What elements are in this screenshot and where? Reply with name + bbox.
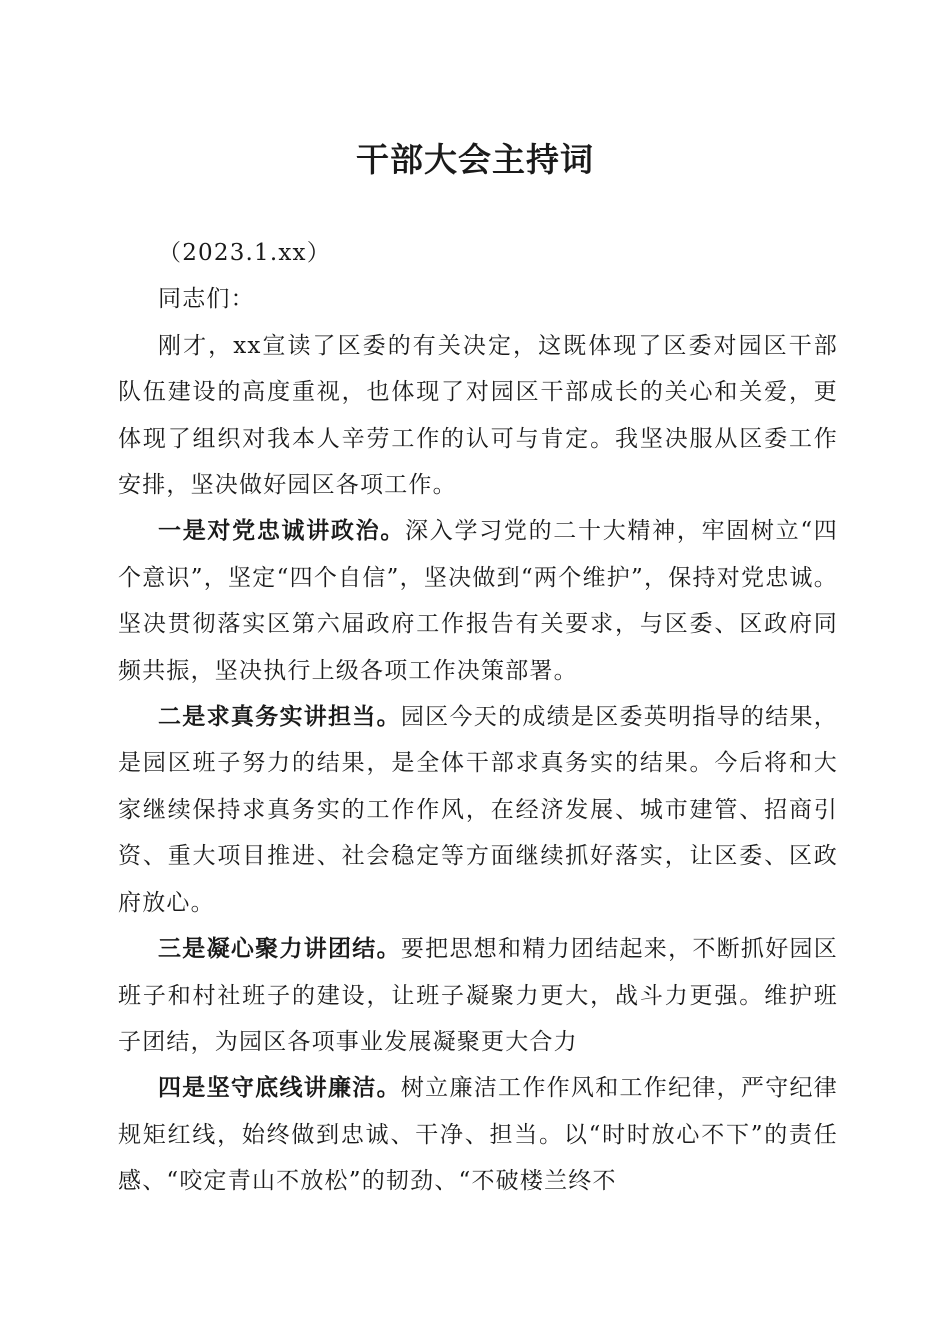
salutation: 同志们： [158, 286, 255, 313]
point-text-3: 要把思想和精力团结起来，不断抓好园区班子和村社班子的建设，让班子凝聚力更大，战斗力更强。维护班子团结，为园区各项事业发展凝聚更大合力 [118, 936, 838, 1055]
point-text-1: 深入学习党的二十大精神，牢固树立“四个意识”，坚定“四个自信”，坚决做到“两个维护”，保持对党忠诚。坚决贯彻落实区第六届政府工作报告有关要求，与区委、区政府同频共振，坚决执行上级各项工作决策部署。 [118, 518, 839, 684]
point-lead-4: 四是坚守底线讲廉洁。 [158, 1074, 401, 1102]
point-paragraph-2 [118, 694, 838, 926]
point-text-4: 树立廉洁工作作风和工作纪律，严守纪律规矩红线，始终做到忠诚、干净、担当。以“时时放心不下”的责任感、“咬定青山不放松”的韧劲、“不破楼兰终不 [118, 1075, 838, 1195]
point-lead-3: 三是凝心聚力讲团结。 [158, 935, 401, 963]
document-body [118, 230, 838, 1205]
point-paragraph-4 [118, 1065, 838, 1204]
intro-paragraph: 刚才，xx宣读了区委的有关决定，这既体现了区委对园区干部队伍建设的高度重视，也体现了对园区干部成长的关心和关爱，更体现了组织对我本人辛劳工作的认可与肯定。我坚决服从区委工作安排，坚决做好园区各项工作。 [118, 332, 838, 499]
point-paragraph-3 [118, 926, 838, 1065]
date-line: （2023.1.xx） [158, 240, 331, 266]
point-lead-1: 一是对党忠诚讲政治。 [158, 517, 406, 545]
point-text-2: 园区今天的成绩是区委英明指导的结果，是园区班子努力的结果，是全体干部求真务实的结果。今后将和大家继续保持求真务实的工作作风，在经济发展、城市建管、招商引资、重大项目推进、社会稳定等方面继续抓好落实，让区委、区政府放心。 [118, 704, 838, 916]
point-lead-2: 二是求真务实讲担当。 [158, 703, 401, 731]
document-title: 干部大会主持词 [356, 140, 594, 179]
point-paragraph-1 [118, 508, 838, 694]
